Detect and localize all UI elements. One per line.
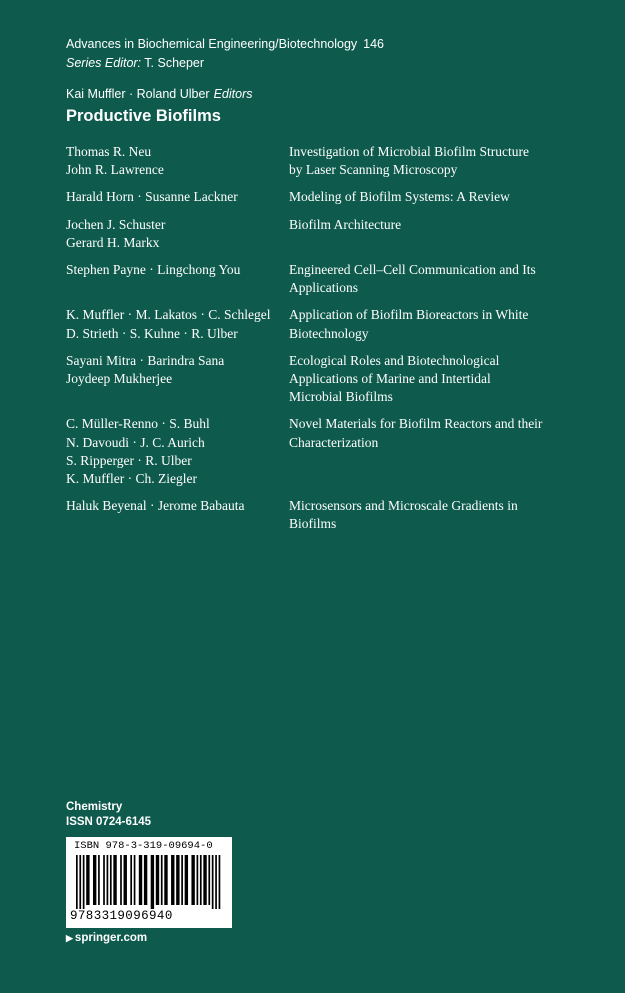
author-line: Gerard H. Markx <box>66 234 160 250</box>
barcode-bar <box>79 855 81 909</box>
barcode-bar <box>130 855 132 905</box>
author-line: Haluk Beyenal · Jerome Babauta <box>66 498 245 514</box>
table-of-contents <box>66 143 566 534</box>
title-line: Characterization <box>289 434 379 450</box>
barcode-bar <box>113 855 116 905</box>
barcode-bar <box>134 855 136 905</box>
series-editor-label: Series Editor: <box>66 56 142 70</box>
title-line: Novel Materials for Biofilm Reactors and their <box>289 416 543 432</box>
barcode-bar <box>181 855 183 905</box>
barcode-bar <box>156 855 159 905</box>
barcode-bar <box>203 855 206 905</box>
toc-entry <box>66 143 566 179</box>
toc-chapter-title <box>289 188 569 206</box>
isbn-number: ISBN 978-3-319-09694-0 <box>74 840 213 852</box>
toc-authors <box>66 352 281 388</box>
title-line: Biofilm Architecture <box>289 216 402 232</box>
author-line: K. Muffler · M. Lakatos · C. Schlegel <box>66 307 271 323</box>
barcode-bar <box>86 855 89 905</box>
toc-entry <box>66 216 566 252</box>
series-name: Advances in Biochemical Engineering/Biotechnology <box>66 37 358 51</box>
toc-authors <box>66 143 281 179</box>
toc-entry <box>66 188 566 206</box>
footer-info <box>66 800 151 830</box>
title-line: Biofilms <box>289 516 337 532</box>
author-line: N. Davoudi · J. C. Aurich <box>66 434 205 450</box>
barcode-bars <box>74 855 224 909</box>
barcode-bar <box>124 855 127 905</box>
barcode-bar <box>98 855 100 905</box>
barcode-bar <box>103 855 105 905</box>
author-line: Joydeep Mukherjee <box>66 370 173 386</box>
toc-chapter-title <box>289 415 569 451</box>
book-editors-names: Kai Muffler · Roland Ulber <box>66 87 210 101</box>
barcode-bar <box>185 855 188 905</box>
series-editor-line <box>66 54 384 73</box>
barcode-bar <box>120 855 122 905</box>
toc-chapter-title <box>289 306 569 342</box>
author-line: Jochen J. Schuster <box>66 216 166 232</box>
toc-entry <box>66 261 566 297</box>
barcode-bar <box>107 855 109 905</box>
barcode-bar <box>110 855 112 905</box>
author-line: Thomas R. Neu <box>66 144 152 159</box>
author-line: S. Ripperger · R. Ulber <box>66 452 192 468</box>
toc-authors <box>66 306 281 342</box>
barcode-bar <box>93 855 96 905</box>
barcode-bar <box>212 855 214 909</box>
barcode-bar <box>215 855 217 909</box>
series-volume: 146 <box>363 37 385 51</box>
toc-authors <box>66 415 281 488</box>
barcode-bar <box>208 855 210 905</box>
barcode-bar <box>161 855 163 905</box>
author-line: Sayani Mitra · Barindra Sana <box>66 352 225 368</box>
series-title-line <box>66 35 384 54</box>
author-line: C. Müller-Renno · S. Buhl <box>66 416 210 432</box>
toc-entry <box>66 415 566 488</box>
book-editors <box>66 86 253 102</box>
toc-chapter-title <box>289 143 569 179</box>
barcode-bar <box>144 855 147 905</box>
author-line: K. Muffler · Ch. Ziegler <box>66 470 197 486</box>
issn-number: ISSN 0724-6145 <box>66 816 152 828</box>
barcode-bar <box>197 855 199 905</box>
title-line: by Laser Scanning Microscopy <box>289 162 458 178</box>
toc-chapter-title <box>289 261 569 297</box>
barcode-digits: 9783319096940 <box>70 909 173 923</box>
author-line: John R. Lawrence <box>66 162 164 178</box>
book-title: Productive Biofilms <box>66 107 221 125</box>
subject-label: Chemistry <box>66 801 123 813</box>
title-line: Ecological Roles and Biotechnological <box>289 352 500 368</box>
title-line: Applications <box>289 280 358 296</box>
title-line: Microsensors and Microscale Gradients in <box>289 498 518 514</box>
toc-entry <box>66 306 566 342</box>
publisher-link[interactable] <box>66 932 147 944</box>
publisher-url: springer.com <box>74 932 148 944</box>
title-line: Applications of Marine and Intertidal <box>289 370 491 386</box>
title-line: Application of Biofilm Bioreactors in White <box>289 307 529 323</box>
toc-authors <box>66 216 281 252</box>
author-line: Stephen Payne · Lingchong You <box>66 261 241 277</box>
barcode-bar <box>200 855 202 905</box>
author-line: D. Strieth · S. Kuhne · R. Ulber <box>66 325 238 341</box>
barcode-bar <box>139 855 142 905</box>
barcode-bar <box>83 855 85 909</box>
author-line: Harald Horn · Susanne Lackner <box>66 189 238 205</box>
barcode-bar <box>171 855 174 905</box>
title-line: Biotechnology <box>289 325 369 341</box>
series-editor-name: T. Scheper <box>144 56 205 70</box>
toc-chapter-title <box>289 216 569 234</box>
barcode-bar <box>191 855 194 905</box>
isbn-barcode <box>66 837 232 928</box>
toc-entry <box>66 497 566 533</box>
toc-entry <box>66 352 566 407</box>
toc-authors <box>66 261 281 279</box>
title-line: Engineered Cell–Cell Communication and Its <box>289 261 536 277</box>
toc-authors <box>66 497 281 515</box>
barcode-bar <box>76 855 78 909</box>
series-header <box>66 35 384 73</box>
barcode-bar <box>164 855 167 905</box>
toc-chapter-title <box>289 352 569 407</box>
barcode-bar <box>176 855 179 905</box>
barcode-bar <box>151 855 154 909</box>
title-line: Modeling of Biofilm Systems: A Review <box>289 189 510 205</box>
toc-chapter-title <box>289 497 569 533</box>
toc-authors <box>66 188 281 206</box>
title-line: Microbial Biofilms <box>289 389 393 405</box>
book-editors-label: Editors <box>213 87 253 101</box>
barcode-bar <box>219 855 221 909</box>
triangle-right-icon: ▶ <box>66 933 73 943</box>
title-line: Investigation of Microbial Biofilm Structure <box>289 144 529 159</box>
